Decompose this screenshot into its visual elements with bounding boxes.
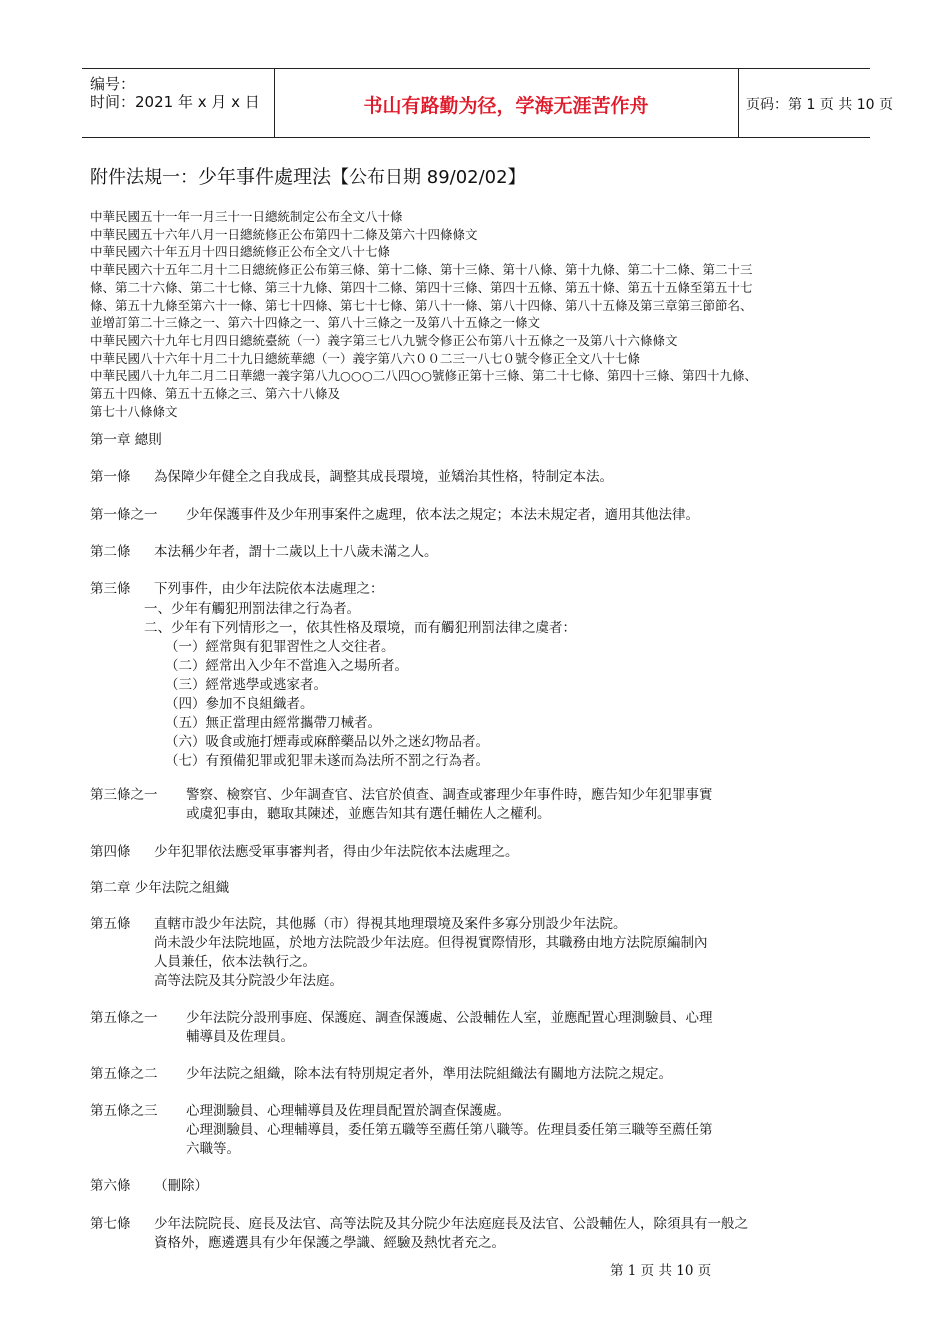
article-3-subitem: （四）參加不良組織者。 <box>165 696 314 712</box>
amendment-history <box>90 208 870 420</box>
amendment-line: 中華民國六十年五月十四日總統修正公布全文八十七條 <box>90 244 391 260</box>
article-text: （刪除） <box>154 1178 208 1194</box>
document-title <box>90 162 526 189</box>
amendment-line: 並增訂第二十三條之一、第六十四條之一、第八十三條之一及第八十五條之一條文 <box>90 315 541 331</box>
article-label: 第五條之三 <box>90 1103 158 1119</box>
amendment-line: 第七十八條條文 <box>90 403 178 419</box>
article-text-continued: 或虞犯事由，聽取其陳述，並應告知其有選任輔佐人之權利。 <box>186 806 551 822</box>
chapter-heading: 第二章 少年法院之組織 <box>90 880 230 896</box>
article-text: 少年法院分設刑事庭、保護庭、調查保護處、公設輔佐人室，並應配置心理測驗員、心理 <box>186 1010 713 1026</box>
article-3-subitem: （五）無正當理由經常攜帶刀械者。 <box>165 715 381 731</box>
amendment-line: 中華民國六十九年七月四日總統臺統（一）義字第三七八九號令修正公布第八十五條之一及第八十六條條文 <box>90 332 678 348</box>
article-label: 第七條 <box>90 1216 131 1232</box>
document-number-label: 编号： <box>90 75 136 93</box>
article-label: 第三條 <box>90 581 131 597</box>
article-text: 少年法院院長、庭長及法官、高等法院及其分院少年法庭庭長及法官、公設輔佐人，除須具有一般之 <box>154 1216 748 1232</box>
article-label: 第三條之一 <box>90 787 158 803</box>
article-text: 少年犯罪依法應受軍事審判者，得由少年法院依本法處理之。 <box>154 844 519 860</box>
article-text-continued: 心理測驗員、心理輔導員，委任第五職等至薦任第八職等。佐理員委任第三職等至薦任第 <box>186 1122 713 1138</box>
article-3-subitem: （三）經常逃學或逃家者。 <box>165 677 327 693</box>
amendment-line: 條、第五十九條至第六十一條、第七十四條、第七十七條、第八十一條、第八十四條、第八十五條及第三章第三節節名、 <box>90 297 753 313</box>
amendment-line: 中華民國五十六年八月一日總統修正公布第四十二條及第六十四條條文 <box>90 226 478 242</box>
article-label: 第四條 <box>90 844 131 860</box>
article-label: 第一條 <box>90 469 131 485</box>
article-text: 心理測驗員、心理輔導員及佐理員配置於調查保護處。 <box>186 1103 510 1119</box>
article-text-continued: 六職等。 <box>186 1141 240 1157</box>
page-footer: 第 1 页 共 10 页 <box>610 1263 712 1279</box>
article-label: 第二條 <box>90 544 131 560</box>
chapter-heading: 第一章 總則 <box>90 432 162 448</box>
article-3-subitem: （六）吸食或施打煙毒或麻醉藥品以外之迷幻物品者。 <box>165 734 489 750</box>
article-3-item: 一、少年有觸犯刑罰法律之行為者。 <box>144 601 360 617</box>
article-label: 第一條之一 <box>90 507 158 523</box>
article-label: 第五條之二 <box>90 1066 158 1082</box>
article-text: 少年法院之組織，除本法有特別規定者外，準用法院組織法有關地方法院之規定。 <box>186 1066 672 1082</box>
header-page-number: 页码：第 1 页 共 10 页 <box>746 97 893 113</box>
article-text-continued: 高等法院及其分院設少年法庭。 <box>154 973 343 989</box>
header-motto: 书山有路勤为径，学海无涯苦作舟 <box>363 95 649 117</box>
article-text: 直轄市設少年法院，其他縣（市）得視其地理環境及案件多寡分別設少年法院。 <box>154 916 627 932</box>
amendment-line: 中華民國八十九年二月二日華總一義字第八九○○○二八四○○號修正第十三條、第二十七條、第四十三條、第四十九條、 <box>90 368 758 384</box>
page-header <box>82 68 893 138</box>
law-name: 少年事件處理法 <box>198 166 332 188</box>
article-3-subitem: （七）有預備犯罪或犯罪未遂而為法所不罰之行為者。 <box>165 753 489 769</box>
article-text-continued: 人員兼任，依本法執行之。 <box>154 954 316 970</box>
amendment-line: 中華民國六十五年二月十二日總統修正公布第三條、第十二條、第十三條、第十八條、第十九條、第二十二條、第二十三 <box>90 262 753 278</box>
article-text-continued: 尚未設少年法院地區，於地方法院設少年法庭。但得視實際情形，其職務由地方法院原編制內 <box>154 935 708 951</box>
article-text-continued: 資格外，應遴選具有少年保護之學識、經驗及熱忱者充之。 <box>154 1235 505 1251</box>
article-text: 警察、檢察官、少年調查官、法官於偵查、調查或審理少年事件時，應告知少年犯罪事實 <box>186 787 713 803</box>
promulgation-date: 【公布日期 89/02/02】 <box>331 167 526 188</box>
article-text-continued: 輔導員及佐理員。 <box>186 1029 294 1045</box>
header-info-cell <box>82 69 275 137</box>
article-text: 下列事件，由少年法院依本法處理之： <box>154 581 384 597</box>
title-prefix: 附件法規一： <box>90 167 198 188</box>
article-text: 少年保護事件及少年刑事案件之處理，依本法之規定；本法未規定者，適用其他法律。 <box>186 507 699 523</box>
article-text: 本法稱少年者，謂十二歲以上十八歲未滿之人。 <box>154 544 438 560</box>
document-date-label: 时间：2021 年 x 月 x 日 <box>90 93 260 111</box>
article-text: 為保障少年健全之自我成長，調整其成長環境，並矯治其性格，特制定本法。 <box>154 469 613 485</box>
article-label: 第五條之一 <box>90 1010 158 1026</box>
article-label: 第五條 <box>90 916 131 932</box>
amendment-line: 中華民國八十六年十月二十九日總統華總（一）義字第八六００二三一八七０號令修正全文八十七條 <box>90 350 641 366</box>
article-3-subitem: （二）經常出入少年不當進入之場所者。 <box>165 658 408 674</box>
header-page-cell <box>738 69 893 137</box>
amendment-line: 中華民國五十一年一月三十一日總統制定公布全文八十條 <box>90 209 403 224</box>
amendment-line: 條、第二十六條、第二十七條、第三十九條、第四十二條、第四十三條、第四十五條、第五十條、第五十五條至第五十七 <box>90 279 753 295</box>
amendment-line: 第五十四條、第五十五條之三、第六十八條及 <box>90 386 341 402</box>
header-motto-cell <box>274 69 739 137</box>
article-3-subitem: （一）經常與有犯罪習性之人交往者。 <box>165 639 395 655</box>
article-label: 第六條 <box>90 1178 131 1194</box>
article-3-item: 二、少年有下列情形之一，依其性格及環境，而有觸犯刑罰法律之虞者： <box>144 620 576 636</box>
